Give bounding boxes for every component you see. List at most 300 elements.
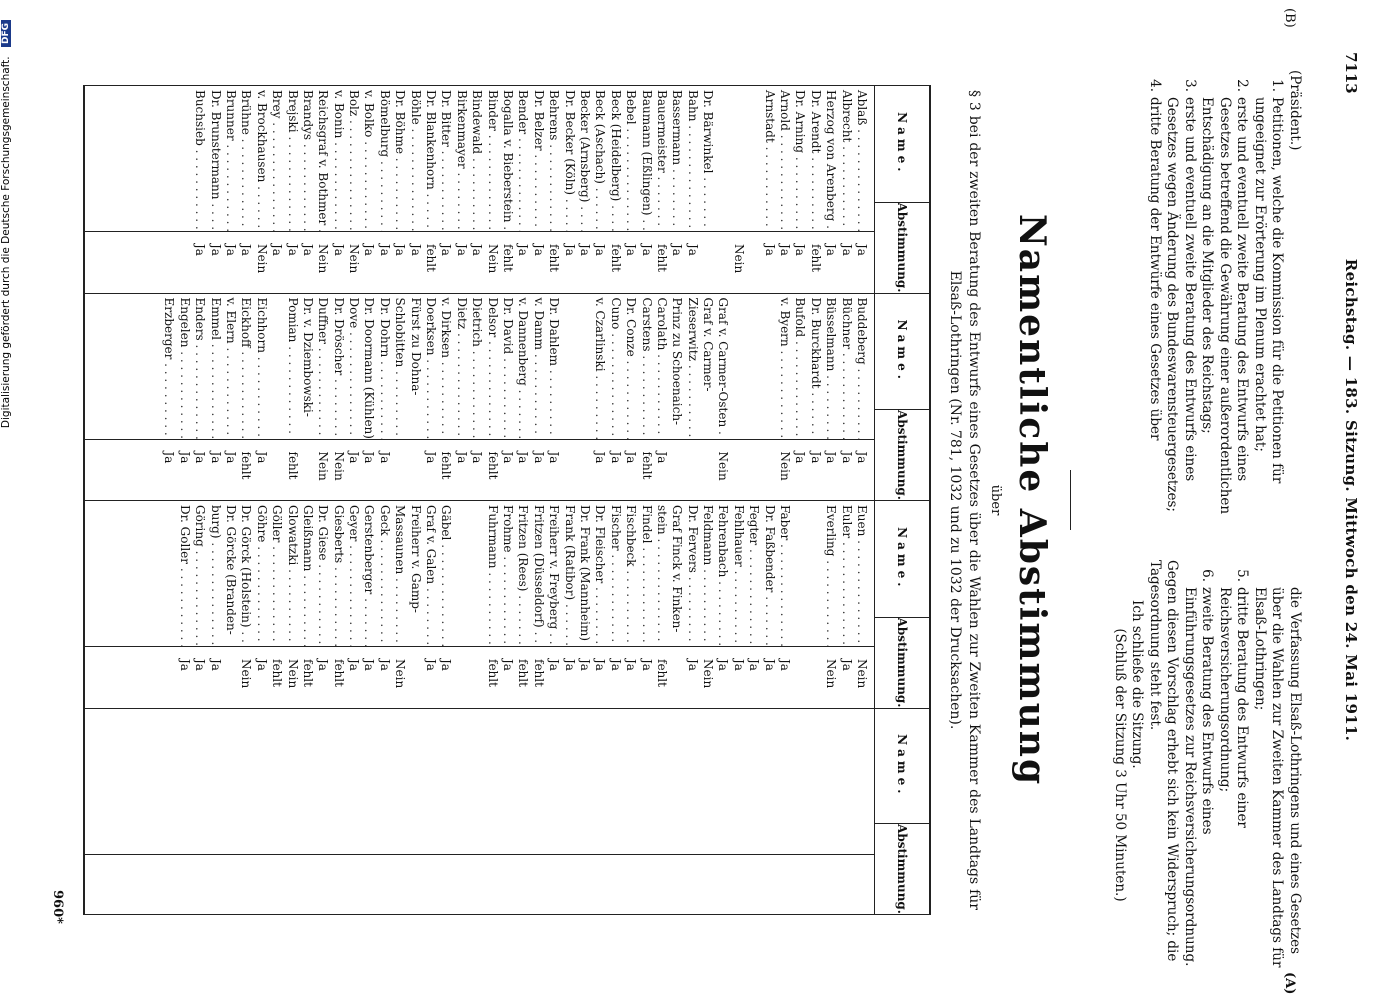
member-name: Geck . . .	[377, 501, 392, 646]
member-name: Gerstenberger . . .	[361, 501, 376, 646]
member-vote: Nein	[855, 659, 869, 689]
member-vote: Ja	[362, 244, 377, 256]
member-name	[792, 501, 807, 646]
member-name: Buchsieb . . .	[192, 86, 207, 231]
member-name: v. Bonin . . .	[330, 86, 345, 231]
member-vote: fehlt	[331, 659, 346, 687]
member-vote: Nein	[316, 451, 331, 481]
member-vote: Ja	[793, 244, 808, 256]
agenda-continuation: die Verfassung Elsaß-Lothringens und eines Gesetzes über die Wahlen zur Zweiten Kammer des Landtags für Elsaß-Lothringen;	[1252, 587, 1303, 968]
member-name: Reichsgraf v. Bothmer . . .	[315, 86, 330, 231]
member-vote: Ja	[254, 659, 269, 671]
member-vote: Ja	[177, 451, 192, 464]
member-name: Schlobitten . . .	[392, 294, 407, 439]
member-name: Fischbeck . . .	[623, 501, 638, 646]
member-vote: Ja	[454, 451, 469, 464]
header-vote: Abstimmung.	[895, 824, 909, 914]
member-vote: Nein	[824, 659, 839, 689]
member-vote: Nein	[731, 244, 746, 274]
member-vote: Ja	[562, 244, 577, 256]
member-vote: Ja	[362, 659, 377, 671]
member-name: Dr. v. Dziembowski-	[300, 297, 315, 417]
member-name: Zieserwitz . . .	[684, 294, 699, 439]
member-name: Fürst zu Dohna-	[408, 297, 423, 396]
member-name: Pomian . . .	[284, 294, 299, 439]
member-vote: Ja	[347, 659, 362, 671]
member-name: Dr. Böhme . . .	[392, 86, 407, 231]
member-name: Dr. Dröscher . . .	[330, 294, 345, 439]
member-name: Delsor . . .	[484, 294, 499, 439]
member-vote: Ja	[193, 659, 208, 671]
member-name: Graf v. Galen . . .	[423, 501, 438, 646]
member-name: Dr. Görck (Holstein) . . .	[238, 501, 253, 646]
member-name: Cuno . . .	[607, 294, 622, 439]
member-name	[561, 294, 576, 439]
member-name: Gleißmann . . .	[300, 501, 315, 646]
member-vote: fehlt	[531, 659, 546, 687]
header-name: Name.	[875, 86, 929, 203]
member-name: Büsselmann . . .	[823, 294, 838, 439]
member-name: Dr. Giese . . .	[315, 501, 330, 646]
member-vote: Ja	[593, 659, 608, 671]
member-name: Dr. Faßbender . . .	[761, 501, 776, 646]
member-vote: Ja	[716, 659, 731, 671]
member-vote: Ja	[639, 659, 654, 671]
member-vote: Ja	[393, 244, 408, 256]
member-name: Dr. Dahlem . . .	[546, 294, 561, 439]
member-name: Graf v. Carmer-	[701, 297, 716, 392]
member-vote	[469, 647, 484, 708]
member-name	[269, 294, 284, 439]
member-vote: Ja	[654, 451, 669, 464]
margin-marker-right: (A)	[1282, 972, 1297, 995]
member-vote: Ja	[547, 451, 562, 464]
member-vote: fehlt	[547, 244, 562, 272]
page-header	[1323, 0, 1383, 1000]
member-name: Dr. Belzer . . .	[530, 86, 545, 231]
member-vote: Ja	[377, 244, 392, 256]
member-name: Dr. Görcke (Branden-	[223, 505, 238, 635]
member-vote: Ja	[839, 244, 854, 256]
member-vote	[407, 647, 422, 708]
member-name: v. Dirksen . . .	[438, 294, 453, 439]
member-name	[730, 294, 745, 439]
member-vote: Ja	[300, 244, 315, 256]
member-vote	[700, 440, 715, 501]
member-name: Herzog von Arenberg . . .	[823, 86, 838, 231]
member-name: Arnstadt . . .	[761, 86, 776, 231]
member-name: Brey . . .	[269, 86, 284, 231]
member-vote: fehlt	[808, 244, 823, 272]
member-name: Birkenmayer . . .	[453, 86, 468, 231]
member-name: v. Dannenberg . . .	[515, 294, 530, 439]
member-vote: fehlt	[501, 244, 516, 272]
closing-statement: Gegen diesen Vorschlag erhebt sich kein Widerspruch; die Tagesordnung steht fest.	[1147, 560, 1181, 962]
member-name: Dr. Brunstermann . . .	[207, 86, 222, 231]
member-vote: Nein	[316, 244, 331, 274]
member-vote: Ja	[424, 659, 439, 671]
member-name: Fritzen (Rees) . . .	[515, 501, 530, 646]
agenda-item: 3. erste und eventuell zweite Beratung des Entwurfs eines Gesetzes wegen Änderung des Bundeswarensteuergesetzes;	[1164, 79, 1198, 512]
member-vote: Ja	[470, 451, 485, 464]
member-vote: fehlt	[424, 244, 439, 272]
dfg-logo: DFG	[1, 20, 11, 47]
session-end-note: (Schluß der Sitzung 3 Uhr 50 Minuten.)	[1112, 628, 1128, 902]
member-name: Dietz . . .	[453, 294, 468, 439]
member-name: Ablaß . . .	[854, 86, 869, 231]
member-name: stein . . .	[654, 501, 669, 646]
member-name	[469, 501, 484, 646]
member-name: Fehrenbach . . .	[715, 501, 730, 646]
member-vote	[577, 440, 592, 501]
member-name: Prinz zu Schoenaich-	[670, 297, 685, 426]
member-vote: Ja	[824, 451, 839, 464]
member-name: Brandys . . .	[300, 86, 315, 231]
member-vote	[392, 440, 407, 501]
member-name: Dr. Fervers . . .	[684, 501, 699, 646]
member-name: Dr. Dohrn . . .	[377, 294, 392, 439]
member-name: Everling . . .	[823, 501, 838, 646]
member-vote: Ja	[223, 244, 238, 256]
member-vote: fehlt	[516, 659, 531, 687]
member-vote: Ja	[454, 244, 469, 256]
member-vote	[730, 440, 745, 501]
table-header	[874, 709, 929, 915]
member-vote: Ja	[793, 451, 808, 464]
member-name	[807, 501, 822, 646]
member-vote: Nein	[285, 659, 300, 689]
footnote-marker: 960*	[50, 890, 65, 924]
member-vote: Ja	[193, 451, 208, 464]
member-vote: fehlt	[300, 659, 315, 687]
member-vote: Nein	[716, 451, 731, 481]
table-column	[83, 293, 931, 501]
member-name: v. Elern . . .	[223, 294, 238, 439]
member-vote: fehlt	[639, 451, 654, 480]
member-name: Dr. Conze . . .	[623, 294, 638, 439]
member-vote: Ja	[808, 451, 823, 464]
member-vote	[715, 232, 730, 293]
member-vote: Ja	[331, 244, 346, 256]
member-vote: Ja	[531, 451, 546, 464]
member-name: Dr. Becker (Köln) . . .	[561, 86, 576, 231]
member-name: Gäbel . . .	[438, 501, 453, 646]
member-vote: Ja	[439, 659, 454, 671]
header-name: Name.	[875, 709, 929, 825]
member-vote: Ja	[177, 659, 192, 671]
header-vote: Abstimmung.	[895, 410, 909, 500]
member-name: Böhle . . .	[407, 86, 422, 231]
member-vote: Ja	[316, 659, 331, 671]
member-name: Findel . . .	[638, 501, 653, 646]
member-vote: Ja	[470, 244, 485, 256]
agenda-item: 6. zweite Beratung des Entwurfs eines Einführungsgesetzes zur Reichsversicherungsordnung.	[1182, 569, 1216, 967]
table-header	[874, 294, 929, 501]
member-name: Brunner . . .	[223, 86, 238, 231]
member-name: Arnold . . .	[777, 86, 792, 231]
agenda-item: 2. erste und eventuell zweite Beratung des Entwurfs eines Gesetzes betreffend die Gewährung einer außerordentlichen Entschädigung an die Mitglieder des Reichstags;	[1199, 79, 1251, 515]
member-name: Behrens . . .	[546, 86, 561, 231]
member-vote	[684, 440, 699, 501]
member-vote: Ja	[824, 244, 839, 256]
member-name: Albrecht . . .	[838, 86, 853, 231]
member-vote	[407, 440, 422, 501]
member-vote: Ja	[377, 659, 392, 671]
member-vote: Ja	[608, 451, 623, 464]
member-name: Giesberts . . .	[330, 501, 345, 646]
member-vote: Ja	[778, 244, 793, 256]
vote-heading: Namentliche Abstimmung	[1011, 213, 1053, 787]
member-vote: Ja	[193, 244, 208, 256]
member-vote	[269, 440, 284, 501]
member-vote: Ja	[377, 451, 392, 464]
table-column	[83, 500, 931, 708]
member-name: Graf Finck v. Finken-	[670, 505, 685, 633]
table-header	[874, 501, 929, 708]
header-name: Name.	[875, 501, 929, 618]
member-vote: Ja	[501, 659, 516, 671]
member-name: v. Bolko . . .	[361, 86, 376, 231]
member-name: Euler . . .	[838, 501, 853, 646]
member-vote	[669, 440, 684, 501]
member-name: Enders . . .	[192, 294, 207, 439]
member-name: Bömelburg . . .	[377, 86, 392, 231]
member-name: Eickhoff . . .	[238, 294, 253, 439]
member-name: Fritzen (Düsseldorf) . . .	[530, 501, 545, 646]
member-vote	[223, 647, 238, 708]
member-vote: Ja	[593, 451, 608, 464]
member-name: Dr. Burckhardt . . .	[807, 294, 822, 439]
member-name: Doerksen . . .	[423, 294, 438, 439]
member-name: burg) . . .	[207, 501, 222, 646]
member-vote: Nein	[331, 451, 346, 481]
member-vote: Ja	[285, 244, 300, 256]
member-name: Geyer . . .	[346, 501, 361, 646]
member-vote: Ja	[547, 659, 562, 671]
member-name: Graf v. Carmer-Osten . . .	[715, 294, 730, 439]
member-vote: Ja	[747, 659, 762, 671]
member-name: Eichhorn . . .	[253, 294, 268, 439]
member-vote: Ja	[162, 451, 177, 464]
member-name	[453, 501, 468, 646]
member-vote: Ja	[839, 451, 854, 464]
member-name: v. Brockhausen . . .	[253, 86, 268, 231]
member-vote: Ja	[624, 451, 639, 464]
table-column	[83, 708, 931, 916]
member-vote: fehlt	[270, 659, 285, 687]
member-name: Dr. David . . .	[500, 294, 515, 439]
member-name: Fehlhauer . . .	[730, 501, 745, 646]
member-name: Dr. Fleischer . . .	[592, 501, 607, 646]
agenda-item: 4. dritte Beratung der Entwürfe eines Gesetzes über	[1147, 79, 1163, 441]
member-vote: Ja	[239, 244, 254, 256]
section-divider	[1070, 470, 1071, 530]
member-name: Erzberger . . .	[161, 294, 176, 439]
member-name: Emmel . . .	[207, 294, 222, 439]
agenda-item: 1. Petitionen, welche die Kommission für die Petitionen für ungeeignet zur Erörterung im Plenum erachtet hat;	[1252, 79, 1286, 484]
member-vote: Ja	[855, 244, 869, 256]
member-name: Dr. Bitter . . .	[438, 86, 453, 231]
member-vote: Ja	[778, 659, 793, 671]
agenda-column-right	[1111, 560, 1304, 970]
member-name: Buddeberg . . .	[854, 294, 869, 439]
member-vote: Ja	[685, 244, 700, 256]
member-name: Bassermann . . .	[669, 86, 684, 231]
member-vote	[453, 647, 468, 708]
member-vote: Nein	[485, 244, 500, 274]
member-name	[715, 86, 730, 231]
member-vote	[300, 440, 315, 501]
member-name: Frank (Ratibor) . . .	[561, 501, 576, 646]
member-vote	[746, 440, 761, 501]
member-name: Dr. Bärwinkel . . .	[700, 86, 715, 231]
member-name: Brejski . . .	[284, 86, 299, 231]
member-name: Beck (Heidelberg) . . .	[607, 86, 622, 231]
dfg-credit	[0, 20, 12, 980]
member-name: Fegter . . .	[746, 501, 761, 646]
member-name: Dr. Arning . . .	[792, 86, 807, 231]
member-vote: fehlt	[439, 451, 454, 480]
member-vote: Ja	[624, 244, 639, 256]
member-name: Dietrich . . .	[469, 294, 484, 439]
member-name: Freiherr v. Freyberg . . .	[546, 501, 561, 646]
agenda-item: 5. dritte Beratung des Entwurfs einer Reichsversicherungsordnung;	[1217, 569, 1251, 828]
member-name	[746, 86, 761, 231]
member-name	[746, 294, 761, 439]
member-name	[761, 294, 776, 439]
member-vote: Ja	[624, 659, 639, 671]
member-name: Freiherr v. Gamp-	[408, 505, 423, 613]
member-vote: Ja	[208, 451, 223, 464]
member-vote: fehlt	[608, 244, 623, 272]
member-vote: Ja	[362, 451, 377, 464]
member-name: Bender . . .	[515, 86, 530, 231]
member-vote: Ja	[516, 451, 531, 464]
member-name: Büchner . . .	[838, 294, 853, 439]
member-name: v. Czarlinski . . .	[592, 294, 607, 439]
member-name	[730, 86, 745, 231]
member-vote	[746, 232, 761, 293]
member-name: Carstens . . .	[638, 294, 653, 439]
speaker-note: (Präsident.)	[1287, 70, 1303, 151]
member-name: Dr. Arendt . . .	[807, 86, 822, 231]
member-vote: Ja	[762, 659, 777, 671]
member-vote: Ja	[208, 659, 223, 671]
member-name: Göller . . .	[269, 501, 284, 646]
agenda-column-left	[1146, 70, 1304, 530]
vote-description: § 3 bei der zweiten Beratung des Entwurfs eines Gesetzes über die Wahlen zur Zweiten Kammer des Landtags für Elsaß-Lothringen (Nr. 781, 1032 und zu 1032 der Drucksachen).	[947, 90, 982, 910]
member-vote: Ja	[347, 451, 362, 464]
member-name: Frohme . . .	[500, 501, 515, 646]
member-name: Bahn . . .	[684, 86, 699, 231]
member-vote: Ja	[593, 244, 608, 256]
member-name: Massaunen . . .	[392, 501, 407, 646]
member-vote: fehlt	[485, 659, 500, 687]
closing-statement-2: Ich schließe die Sitzung.	[1129, 600, 1146, 769]
member-vote: Ja	[501, 451, 516, 464]
member-vote: Nein	[254, 244, 269, 274]
member-name: Glowatzki . . .	[284, 501, 299, 646]
member-vote: fehlt	[654, 659, 669, 687]
member-vote: Ja	[577, 659, 592, 671]
member-name: Bufold . . .	[792, 294, 807, 439]
member-name: Bolz . . .	[346, 86, 361, 231]
page-number: 7113	[1342, 52, 1360, 94]
member-vote: fehlt	[485, 451, 500, 480]
member-vote	[807, 647, 822, 708]
member-name: Becker (Arnsberg) . . .	[577, 86, 592, 231]
member-vote: Ja	[562, 659, 577, 671]
vote-uber: über	[988, 484, 1003, 516]
member-vote: Ja	[762, 244, 777, 256]
member-vote: Ja	[731, 659, 746, 671]
member-name: Euen . . .	[854, 501, 869, 646]
member-name: Dr. Doormann (Kühlen) . . .	[361, 294, 376, 439]
header-vote: Abstimmung.	[895, 202, 909, 293]
roll-call-table	[83, 85, 931, 915]
member-name: Dove . . .	[346, 294, 361, 439]
member-vote: Nein	[393, 659, 408, 689]
member-name: Baumann (Eßlingen) . . .	[638, 86, 653, 231]
member-vote: Ja	[408, 244, 423, 256]
member-vote	[669, 647, 684, 708]
member-vote: Ja	[424, 451, 439, 464]
member-name: Binder . . .	[484, 86, 499, 231]
header-vote: Abstimmung.	[895, 617, 909, 708]
table-header	[874, 86, 929, 293]
member-name: Bebel . . .	[623, 86, 638, 231]
member-name: Fischer . . .	[607, 501, 622, 646]
header-name: Name.	[875, 294, 929, 411]
member-name: Beck (Aschach) . . .	[592, 86, 607, 231]
member-name: Göring . . .	[192, 501, 207, 646]
member-vote: Ja	[839, 659, 854, 671]
running-title: Reichstag. — 183. Sitzung. Mittwoch den 24. Mai 1911.	[1342, 258, 1360, 742]
member-name: Brühne . . .	[238, 86, 253, 231]
member-vote: Nein	[778, 451, 793, 481]
member-name	[577, 294, 592, 439]
member-name: Dr. Blankenhorn . . .	[423, 86, 438, 231]
member-vote: Ja	[531, 244, 546, 256]
dfg-credit-text: Digitalisierung gefördert durch die Deutsche Forschungsgemeinschaft.	[0, 56, 12, 429]
member-vote: Ja	[254, 451, 269, 464]
member-vote: fehlt	[239, 451, 254, 480]
member-vote	[792, 647, 807, 708]
member-vote	[561, 440, 576, 501]
member-vote: fehlt	[285, 451, 300, 480]
member-name: Faber . . .	[777, 501, 792, 646]
member-vote: Ja	[608, 659, 623, 671]
member-name: Dr. Frank (Mannheim) . . .	[577, 501, 592, 646]
member-vote: Ja	[270, 244, 285, 256]
member-vote: Ja	[670, 244, 685, 256]
member-name: Carolath . . .	[654, 294, 669, 439]
table-column	[83, 85, 931, 293]
member-vote: Ja	[439, 244, 454, 256]
member-name: Duffner . . .	[315, 294, 330, 439]
member-name: Göhre . . .	[253, 501, 268, 646]
member-vote	[761, 440, 776, 501]
member-name: Fuhrmann . . .	[484, 501, 499, 646]
member-vote: Ja	[685, 659, 700, 671]
member-name: v. Byern . . .	[777, 294, 792, 439]
member-vote: Nein	[347, 244, 362, 274]
member-vote	[700, 232, 715, 293]
member-vote: Ja	[855, 451, 869, 464]
member-vote: Ja	[223, 451, 238, 464]
margin-marker-left: (B)	[1282, 8, 1297, 28]
member-name: Bauermeister . . .	[654, 86, 669, 231]
